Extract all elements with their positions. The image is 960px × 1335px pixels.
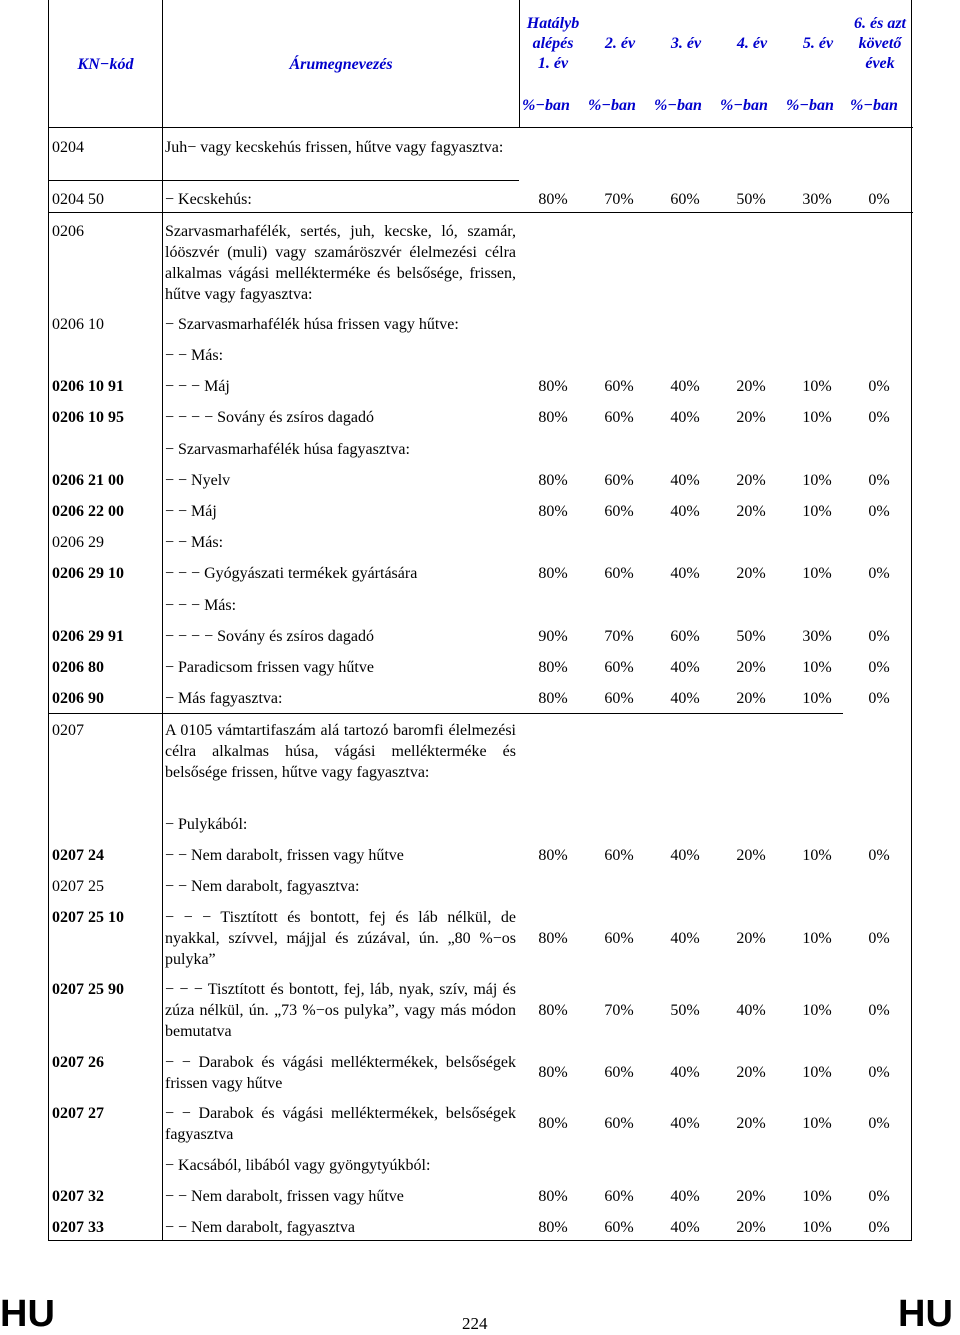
footer-right-label: HU [898, 1293, 953, 1335]
rate-year-4: 20% [736, 503, 766, 520]
rate-year-2: 60% [604, 1219, 634, 1236]
kn-code: 0207 26 [52, 1054, 104, 1071]
rate-year-1: 80% [538, 565, 568, 582]
header-entry-line-3: 1. év [537, 55, 569, 72]
rate-year-2: 60% [604, 565, 634, 582]
rate-year-6: 0% [868, 191, 890, 208]
header-percent-3: %−ban [654, 97, 702, 114]
rate-year-5: 10% [802, 1002, 832, 1019]
header-entry-line-1: Hatályb [526, 15, 580, 32]
kn-code: 0207 32 [52, 1188, 104, 1205]
rate-year-4: 20% [736, 930, 766, 947]
rate-year-2: 60% [604, 503, 634, 520]
rate-year-2: 60% [604, 690, 634, 707]
description: − − − Máj [165, 378, 230, 395]
rate-year-4: 20% [736, 565, 766, 582]
description: − Szarvasmarhafélék húsa frissen vagy hűtve: [165, 316, 459, 333]
header-entry-line-2: alépés [532, 35, 574, 52]
rate-year-4: 20% [736, 409, 766, 426]
rate-year-2: 60% [604, 472, 634, 489]
rule-0206 [49, 713, 843, 714]
description: − − − Tisztított és bontott, fej és láb nélkül, de nyakkal, szívvel, májjal és zúzával, ún. „80 %−os pulyka” [165, 909, 516, 968]
rate-year-3: 40% [670, 930, 700, 947]
header-year6-line-2: követő [858, 35, 902, 52]
description: − − − − Sovány és zsíros dagadó [165, 409, 374, 426]
header-percent-6: %−ban [850, 97, 898, 114]
kn-code: 0207 25 10 [52, 909, 124, 926]
kn-code: 0206 90 [52, 690, 104, 707]
rate-year-5: 10% [802, 847, 832, 864]
rate-year-1: 80% [538, 378, 568, 395]
rate-year-3: 40% [670, 378, 700, 395]
rate-year-5: 30% [802, 628, 832, 645]
kn-code: 0206 10 [52, 316, 104, 333]
rate-year-1: 80% [538, 472, 568, 489]
rate-year-3: 40% [670, 847, 700, 864]
kn-code: 0207 25 [52, 878, 104, 895]
rate-year-5: 10% [802, 472, 832, 489]
rate-year-1: 80% [538, 930, 568, 947]
rate-year-4: 20% [736, 690, 766, 707]
rate-year-5: 10% [802, 1064, 832, 1081]
kn-code: 0207 24 [52, 847, 104, 864]
rate-year-3: 40% [670, 1064, 700, 1081]
rate-year-5: 10% [802, 659, 832, 676]
kn-code: 0207 33 [52, 1219, 104, 1236]
rate-year-5: 10% [802, 1219, 832, 1236]
rate-year-3: 40% [670, 690, 700, 707]
description: − − Darabok és vágási melléktermékek, belsőségek frissen vagy hűtve [165, 1054, 516, 1092]
header-percent-5: %−ban [786, 97, 834, 114]
rate-year-4: 20% [736, 847, 766, 864]
description: − − − Tisztított és bontott, fej, láb, nyak, szív, máj és zúza nélkül, ún. „73 %−os pulyka”, vagy más módon bemutatva [165, 981, 516, 1040]
rate-year-2: 60% [604, 659, 634, 676]
rate-year-6: 0% [868, 565, 890, 582]
rate-year-2: 60% [604, 409, 634, 426]
rate-year-6: 0% [868, 1002, 890, 1019]
page-number: 224 [462, 1314, 488, 1333]
kn-code: 0206 80 [52, 659, 104, 676]
rate-year-3: 60% [670, 628, 700, 645]
kn-code: 0206 22 00 [52, 503, 124, 520]
description: A 0105 vámtartifaszám alá tartozó baromfi élelmezési célra alkalmas húsa, vágási mellékterméke és belsősége frissen, hűtve vagy fagyasztva: [165, 722, 516, 781]
description: − − Nem darabolt, fagyasztva: [165, 878, 360, 895]
rate-year-5: 10% [802, 930, 832, 947]
kn-code: 0206 21 00 [52, 472, 124, 489]
header-year6-line-1: 6. és azt [854, 15, 906, 32]
header-rule [49, 127, 913, 128]
header-kn-code: KN−kód [77, 56, 134, 73]
rate-year-5: 10% [802, 409, 832, 426]
rate-year-2: 60% [604, 1115, 634, 1132]
rate-year-2: 60% [604, 847, 634, 864]
description: − − Más: [165, 347, 224, 364]
rate-year-3: 40% [670, 1115, 700, 1132]
rate-year-2: 70% [604, 191, 634, 208]
rate-year-6: 0% [868, 472, 890, 489]
rate-year-1: 80% [538, 191, 568, 208]
description: − Más fagyasztva: [165, 690, 283, 707]
rate-year-5: 10% [802, 690, 832, 707]
kn-code: 0206 10 91 [52, 378, 124, 395]
rate-year-2: 60% [604, 1188, 634, 1205]
description: − − Darabok és vágási melléktermékek, belsőségek fagyasztva [165, 1105, 516, 1143]
rate-year-1: 80% [538, 1219, 568, 1236]
rate-year-3: 60% [670, 191, 700, 208]
kn-code: 0204 [52, 139, 84, 156]
description: − Szarvasmarhafélék húsa fagyasztva: [165, 441, 410, 458]
rate-year-5: 10% [802, 1188, 832, 1205]
rate-year-1: 80% [538, 1064, 568, 1081]
description: − Pulykából: [165, 816, 248, 833]
description: Szarvasmarhafélék, sertés, juh, kecske, ló, szamár, lóöszvér (muli) vagy szamáröszvér élelmezési célra alkalmas vágási mellékterméke és belsősége, frissen, hűtve vagy fagyasztva: [165, 223, 516, 303]
rate-year-5: 10% [802, 378, 832, 395]
rule-0204-50 [49, 212, 913, 213]
rate-year-6: 0% [868, 628, 890, 645]
rate-year-3: 40% [670, 1188, 700, 1205]
tariff-table [48, 0, 912, 1241]
kn-code: 0206 29 [52, 534, 104, 551]
description: − Kecskehús: [165, 191, 252, 208]
rate-year-6: 0% [868, 1064, 890, 1081]
rate-year-1: 80% [538, 690, 568, 707]
header-percent-2: %−ban [588, 97, 636, 114]
header-entry-into-force [519, 14, 587, 74]
rate-year-1: 80% [538, 1188, 568, 1205]
description: − − Nem darabolt, fagyasztva [165, 1219, 355, 1236]
rate-year-6: 0% [868, 690, 890, 707]
rate-year-4: 20% [736, 378, 766, 395]
rate-year-5: 30% [802, 191, 832, 208]
rate-year-1: 80% [538, 1002, 568, 1019]
description: − − − Gyógyászati termékek gyártására [165, 565, 418, 582]
header-year-3: 3. év [670, 35, 702, 52]
rate-year-1: 80% [538, 1115, 568, 1132]
rate-year-5: 10% [802, 1115, 832, 1132]
rate-year-6: 0% [868, 1219, 890, 1236]
description: − − − − Sovány és zsíros dagadó [165, 628, 374, 645]
kn-code: 0207 25 90 [52, 981, 124, 998]
kn-code: 0206 [52, 223, 84, 240]
rate-year-3: 40% [670, 1219, 700, 1236]
header-percent-1: %−ban [522, 97, 570, 114]
header-year-5: 5. év [802, 35, 834, 52]
rate-year-4: 20% [736, 1188, 766, 1205]
rate-year-3: 40% [670, 565, 700, 582]
kn-code: 0204 50 [52, 191, 104, 208]
rate-year-3: 50% [670, 1002, 700, 1019]
rate-year-3: 40% [670, 659, 700, 676]
column-divider-kn [162, 0, 163, 1241]
kn-code: 0206 29 91 [52, 628, 124, 645]
description: − − Máj [165, 503, 217, 520]
rate-year-4: 20% [736, 659, 766, 676]
rate-year-4: 20% [736, 472, 766, 489]
kn-code: 0206 29 10 [52, 565, 124, 582]
rate-year-6: 0% [868, 1188, 890, 1205]
header-percent-4: %−ban [720, 97, 768, 114]
rate-year-6: 0% [868, 409, 890, 426]
kn-code: 0207 [52, 722, 84, 739]
rate-year-6: 0% [868, 847, 890, 864]
rate-year-3: 40% [670, 472, 700, 489]
description: − − Más: [165, 534, 224, 551]
rate-year-3: 40% [670, 409, 700, 426]
rate-year-6: 0% [868, 503, 890, 520]
rate-year-6: 0% [868, 1115, 890, 1132]
rate-year-1: 80% [538, 847, 568, 864]
rate-year-2: 70% [604, 1002, 634, 1019]
header-year6-line-3: évek [865, 55, 895, 72]
rate-year-2: 60% [604, 1064, 634, 1081]
rate-year-1: 80% [538, 503, 568, 520]
kn-code: 0207 27 [52, 1105, 104, 1122]
rate-year-6: 0% [868, 930, 890, 947]
kn-code: 0206 10 95 [52, 409, 124, 426]
rate-year-6: 0% [868, 659, 890, 676]
rate-year-2: 60% [604, 930, 634, 947]
rate-year-4: 20% [736, 1219, 766, 1236]
rate-year-4: 40% [736, 1002, 766, 1019]
rate-year-4: 50% [736, 191, 766, 208]
rate-year-4: 20% [736, 1064, 766, 1081]
rate-year-6: 0% [868, 378, 890, 395]
rate-year-5: 10% [802, 503, 832, 520]
description: − Paradicsom frissen vagy hűtve [165, 659, 374, 676]
rate-year-2: 60% [604, 378, 634, 395]
rate-year-1: 80% [538, 659, 568, 676]
rate-year-1: 90% [538, 628, 568, 645]
rate-year-4: 20% [736, 1115, 766, 1132]
description: − − Nyelv [165, 472, 231, 489]
description: − − − Más: [165, 597, 237, 614]
rate-year-1: 80% [538, 409, 568, 426]
footer-left-label: HU [0, 1293, 55, 1335]
description: Juh− vagy kecskehús frissen, hűtve vagy fagyasztva: [165, 139, 504, 156]
rate-year-2: 70% [604, 628, 634, 645]
header-year-4: 4. év [736, 35, 768, 52]
rule-0204 [49, 180, 519, 181]
rate-year-3: 40% [670, 503, 700, 520]
rate-year-5: 10% [802, 565, 832, 582]
header-year-6-plus [848, 14, 912, 74]
description: − − Nem darabolt, frissen vagy hűtve [165, 1188, 404, 1205]
description: − Kacsából, libából vagy gyöngytyúkból: [165, 1157, 431, 1174]
description: − − Nem darabolt, frissen vagy hűtve [165, 847, 404, 864]
header-description: Árumegnevezés [289, 56, 393, 73]
rate-year-4: 50% [736, 628, 766, 645]
header-year-2: 2. év [604, 35, 636, 52]
